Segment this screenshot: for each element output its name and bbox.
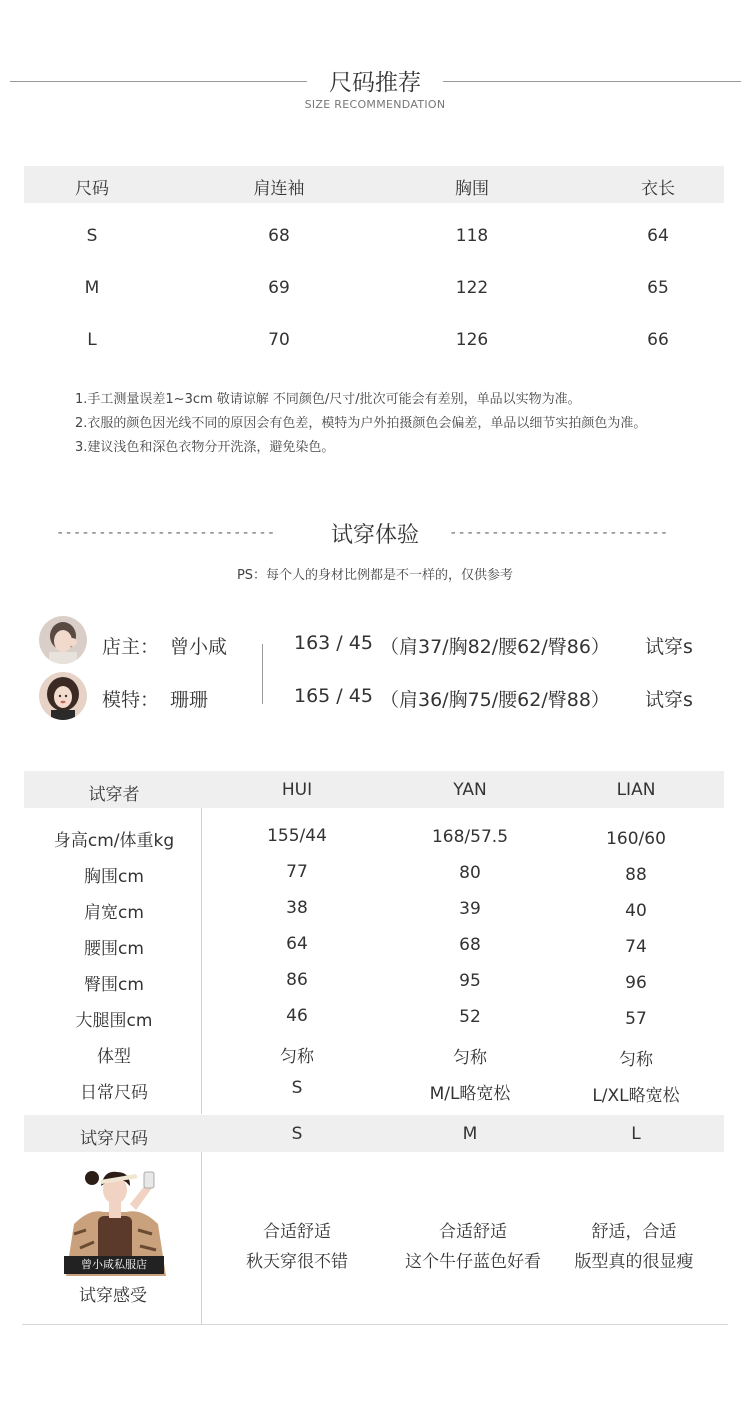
tryon-dashes-left: -------------------------- xyxy=(56,525,276,541)
size-cell: 118 xyxy=(455,226,489,246)
tryon-cell: 39 xyxy=(459,899,481,919)
size-section-title: 尺码推荐 xyxy=(329,70,421,96)
tryon-row-label: 体型 xyxy=(97,1047,131,1067)
tryon-cell: 68 xyxy=(459,935,481,955)
tryon-cell: 匀称 xyxy=(280,1047,314,1067)
size-header-size: 尺码 xyxy=(75,179,109,199)
tryon-dashes-right: -------------------------- xyxy=(449,525,669,541)
size-cell: L xyxy=(87,330,97,350)
tryon-cell: 64 xyxy=(286,934,308,954)
tryon-table-divider-bottom xyxy=(201,1152,202,1324)
tryon-row-label: 胸围cm xyxy=(84,867,144,887)
size-cell: M xyxy=(84,278,100,298)
owner-measures: （肩37/胸82/腰62/臀86） xyxy=(380,636,610,658)
tryon-cell: 40 xyxy=(625,901,647,921)
tryon-header-lian: LIAN xyxy=(616,780,656,800)
tryon-cell: 匀称 xyxy=(453,1048,487,1068)
tryon-table-divider-top xyxy=(201,808,202,1114)
size-cell: 70 xyxy=(268,330,290,350)
tryon-cell: 155/44 xyxy=(267,826,327,846)
size-cell: 66 xyxy=(647,330,669,350)
size-cell: 126 xyxy=(455,330,489,350)
tried-size-lian: L xyxy=(631,1124,641,1144)
size-cell: 65 xyxy=(647,278,669,298)
owner-role: 店主： xyxy=(102,636,160,658)
tryon-row-label: 日常尺码 xyxy=(80,1083,148,1103)
tryon-cell: L/XL略宽松 xyxy=(592,1086,680,1106)
size-cell: 68 xyxy=(268,226,290,246)
model-stats: 165 / 45 xyxy=(294,685,373,707)
tryon-row-label: 身高cm/体重kg xyxy=(53,831,175,851)
tryon-section-title: 试穿体验 xyxy=(330,523,419,548)
feeling-yan-line1: 合适舒适 xyxy=(439,1222,507,1242)
tried-size-hui: S xyxy=(291,1124,303,1144)
tryon-cell: 88 xyxy=(625,865,647,885)
tryon-row-label: 腰围cm xyxy=(84,939,144,959)
feeling-hui-line1: 合适舒适 xyxy=(263,1222,331,1242)
size-cell: 69 xyxy=(268,278,290,298)
model-avatar xyxy=(39,672,87,720)
size-note-2: 2.衣服的颜色因光线不同的原因会有色差，模特为户外拍摄颜色会偏差，单品以细节实拍颜色为准。 xyxy=(75,416,647,431)
size-note-1: 1.手工测量误差1~3cm 敬请谅解 不同颜色/尺寸/批次可能会有差别，单品以实物为准。 xyxy=(75,392,581,407)
tryon-header-yan: YAN xyxy=(453,780,487,800)
feeling-lian-line2: 版型真的很显瘦 xyxy=(574,1252,694,1272)
tryon-row-label: 肩宽cm xyxy=(84,903,144,923)
size-cell: 122 xyxy=(455,278,489,298)
tryon-cell: M/L略宽松 xyxy=(429,1084,511,1104)
tryon-cell: 95 xyxy=(459,971,481,991)
tryon-cell: 52 xyxy=(459,1007,481,1027)
table-bottom-rule xyxy=(22,1324,728,1325)
tryon-cell: 96 xyxy=(625,973,647,993)
model-measures: （肩36/胸75/腰62/臀88） xyxy=(380,689,610,711)
tryon-cell: 86 xyxy=(286,970,308,990)
owner-tried-size: 试穿s xyxy=(645,636,693,658)
tried-size-yan: M xyxy=(462,1124,478,1144)
size-header-shoulder: 肩连袖 xyxy=(253,179,305,199)
feeling-yan-line2: 这个牛仔蓝色好看 xyxy=(405,1252,541,1272)
size-cell: S xyxy=(86,226,98,246)
tryon-ps-note: PS：每个人的身材比例都是不一样的，仅供参考 xyxy=(236,568,514,583)
tryon-cell: 匀称 xyxy=(619,1050,653,1070)
model-role: 模特： xyxy=(102,689,160,711)
tryon-row-label: 大腿围cm xyxy=(75,1011,153,1031)
tryon-cell: 46 xyxy=(286,1006,308,1026)
size-header-bust: 胸围 xyxy=(455,179,489,199)
tryon-row-label: 臀围cm xyxy=(84,975,144,995)
tryon-header-tester: 试穿者 xyxy=(88,785,140,805)
tryon-cell: 77 xyxy=(286,862,308,882)
tryon-cell: 57 xyxy=(625,1009,647,1029)
tryon-header-hui: HUI xyxy=(281,780,313,800)
tried-size-label: 试穿尺码 xyxy=(80,1129,148,1149)
feeling-hui-line2: 秋天穿很不错 xyxy=(246,1252,348,1272)
tryon-cell: 80 xyxy=(459,863,481,883)
size-section-subtitle: SIZE RECOMMENDATION xyxy=(304,98,446,111)
size-note-3: 3.建议浅色和深色衣物分开洗涤，避免染色。 xyxy=(75,440,335,455)
tryon-cell: 38 xyxy=(286,898,308,918)
owner-avatar xyxy=(39,616,87,664)
tryon-cell: 160/60 xyxy=(606,829,666,849)
owner-name: 曾小咸 xyxy=(170,636,228,658)
size-table-header-band xyxy=(24,166,724,203)
model-tried-size: 试穿s xyxy=(645,689,693,711)
size-cell: 64 xyxy=(647,226,669,246)
size-header-length: 衣长 xyxy=(641,179,675,199)
tryon-cell: S xyxy=(291,1078,303,1098)
people-divider xyxy=(262,644,263,704)
tryon-cell: 168/57.5 xyxy=(431,827,509,847)
shop-badge: 曾小咸私服店 xyxy=(64,1256,164,1274)
feeling-label: 试穿感受 xyxy=(79,1286,147,1306)
owner-stats: 163 / 45 xyxy=(294,632,373,654)
model-name: 珊珊 xyxy=(170,689,209,711)
tryon-cell: 74 xyxy=(625,937,647,957)
feeling-lian-line1: 舒适，合适 xyxy=(591,1222,677,1242)
